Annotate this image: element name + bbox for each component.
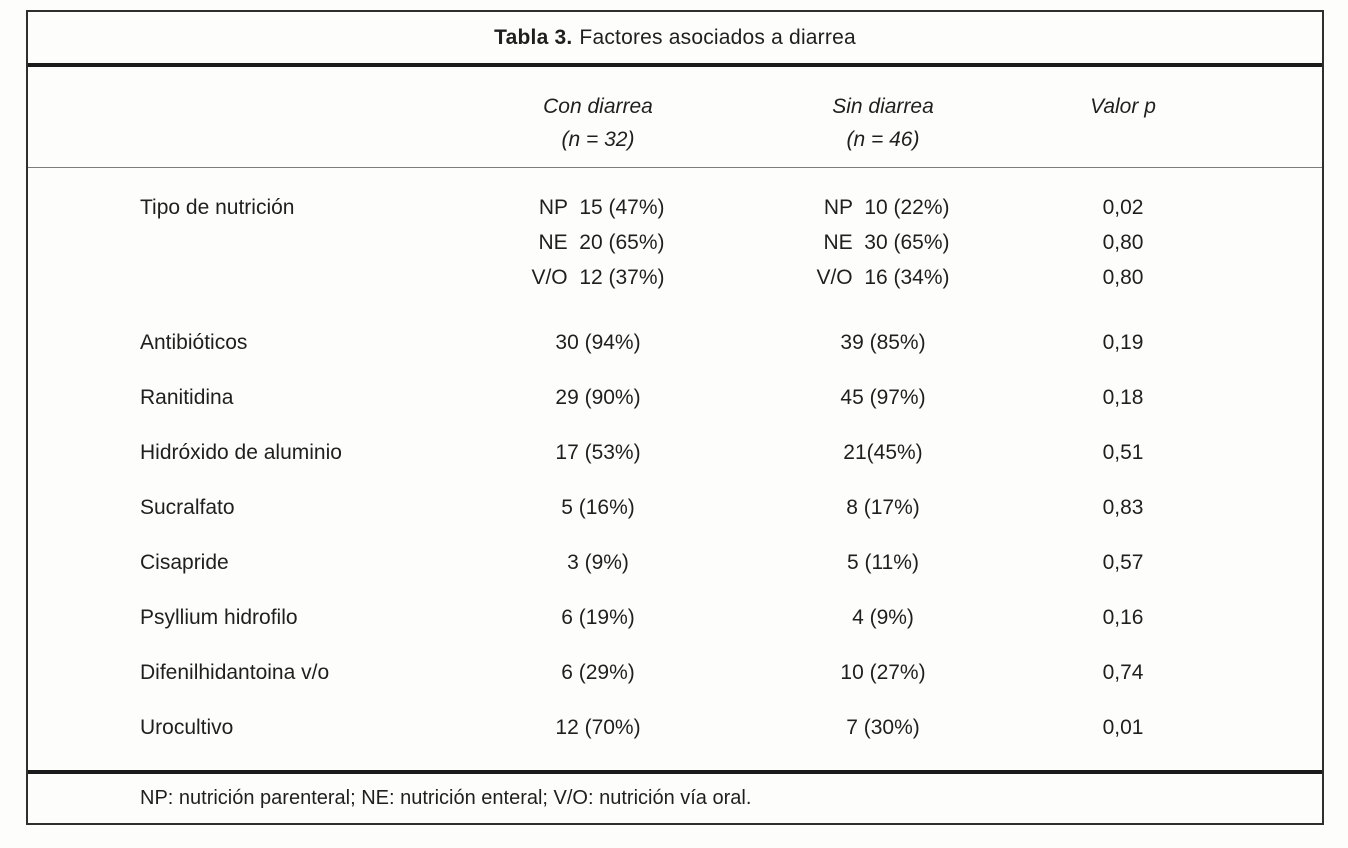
column-header-valor-p [1028, 90, 1218, 167]
table-row [28, 590, 1322, 645]
table-body [28, 168, 1322, 770]
cell-value: 8 (17%) [846, 496, 920, 519]
cell-con-diarrea [458, 655, 738, 690]
row-factor-label: Tipo de nutrición [140, 196, 295, 219]
table-row [28, 190, 1322, 309]
table-row [28, 315, 1322, 370]
cell-con-diarrea [458, 325, 738, 360]
table-row [28, 700, 1322, 755]
cell-value: 0,18 [1102, 386, 1144, 409]
cell-value: 0,80 [1102, 231, 1144, 254]
table-row [28, 425, 1322, 480]
cell-con-diarrea [458, 545, 738, 580]
table-header [28, 67, 1322, 168]
cell-sin-diarrea [738, 490, 1028, 525]
cell-value: 6 (29%) [561, 661, 635, 684]
cell-value: 10 (27%) [840, 661, 926, 684]
row-factor-label: Urocultivo [140, 716, 234, 739]
table-3-box [26, 10, 1324, 825]
column-header-line2: (n = 32) [561, 128, 635, 151]
cell-value: 0,80 [1102, 266, 1144, 289]
cell-sin-diarrea [738, 380, 1028, 415]
column-header-line2: (n = 46) [846, 128, 920, 151]
cell-sin-diarrea [738, 655, 1028, 690]
row-factor-label: Cisapride [140, 551, 229, 574]
cell-sin-diarrea [738, 600, 1028, 635]
cell-sin-diarrea [738, 435, 1028, 470]
table-title [28, 12, 1322, 67]
row-factor-label: Sucralfato [140, 496, 235, 519]
cell-value: V/O 12 (37%) [531, 266, 665, 289]
cell-valor-p [1028, 710, 1218, 745]
cell-value: 21(45%) [843, 441, 923, 464]
table-footnote [28, 770, 1322, 823]
cell-valor-p [1028, 190, 1218, 295]
cell-sin-diarrea [738, 325, 1028, 360]
cell-con-diarrea [458, 600, 738, 635]
cell-con-diarrea [458, 380, 738, 415]
cell-value: NE 20 (65%) [538, 231, 665, 254]
cell-valor-p [1028, 490, 1218, 525]
table-row [28, 370, 1322, 425]
cell-value: 17 (53%) [555, 441, 641, 464]
cell-value: 0,83 [1102, 496, 1144, 519]
cell-valor-p [1028, 545, 1218, 580]
row-factor-label: Ranitidina [140, 386, 234, 409]
cell-value: 6 (19%) [561, 606, 635, 629]
table-row [28, 645, 1322, 700]
cell-value: NP 10 (22%) [823, 196, 950, 219]
cell-value: 0,16 [1102, 606, 1144, 629]
cell-value: 0,01 [1102, 716, 1144, 739]
cell-value: 0,57 [1102, 551, 1144, 574]
cell-value: 0,74 [1102, 661, 1144, 684]
column-header-sin-diarrea [738, 90, 1028, 167]
cell-valor-p [1028, 325, 1218, 360]
cell-con-diarrea [458, 190, 738, 295]
row-factor-label: Hidróxido de aluminio [140, 441, 342, 464]
cell-value: 0,19 [1102, 331, 1144, 354]
cell-value: 7 (30%) [846, 716, 920, 739]
cell-value: NP 15 (47%) [538, 196, 665, 219]
cell-value: 0,02 [1102, 196, 1144, 219]
cell-value: 39 (85%) [840, 331, 926, 354]
cell-value: 45 (97%) [840, 386, 926, 409]
cell-value: 30 (94%) [555, 331, 641, 354]
cell-value: 4 (9%) [852, 606, 914, 629]
cell-sin-diarrea [738, 545, 1028, 580]
header-factor-spacer [28, 90, 458, 167]
cell-valor-p [1028, 380, 1218, 415]
cell-value: 29 (90%) [555, 386, 641, 409]
table-row [28, 480, 1322, 535]
column-header-line1: Con diarrea [543, 95, 653, 118]
column-header-line1: Sin diarrea [832, 95, 934, 118]
cell-valor-p [1028, 655, 1218, 690]
cell-value: 3 (9%) [567, 551, 629, 574]
row-factor-label: Psyllium hidrofilo [140, 606, 298, 629]
column-header-line1: Valor p [1090, 95, 1156, 118]
column-header-con-diarrea [458, 90, 738, 167]
table-row [28, 535, 1322, 590]
cell-value: 12 (70%) [555, 716, 641, 739]
cell-con-diarrea [458, 710, 738, 745]
cell-value: V/O 16 (34%) [816, 266, 950, 289]
cell-con-diarrea [458, 435, 738, 470]
cell-con-diarrea [458, 490, 738, 525]
footnote-text: NP: nutrición parenteral; NE: nutrición enteral; V/O: nutrición vía oral. [140, 787, 752, 809]
table-title-text: Factores asociados a diarrea [579, 25, 856, 49]
cell-sin-diarrea [738, 710, 1028, 745]
row-factor-label: Difenilhidantoina v/o [140, 661, 330, 684]
row-factor-label: Antibióticos [140, 331, 248, 354]
cell-sin-diarrea [738, 190, 1028, 295]
table-title-number: Tabla 3. [494, 25, 573, 49]
cell-valor-p [1028, 435, 1218, 470]
cell-value: 5 (16%) [561, 496, 635, 519]
cell-value: 0,51 [1102, 441, 1144, 464]
cell-value: 5 (11%) [847, 551, 919, 574]
cell-valor-p [1028, 600, 1218, 635]
cell-value: NE 30 (65%) [823, 231, 950, 254]
